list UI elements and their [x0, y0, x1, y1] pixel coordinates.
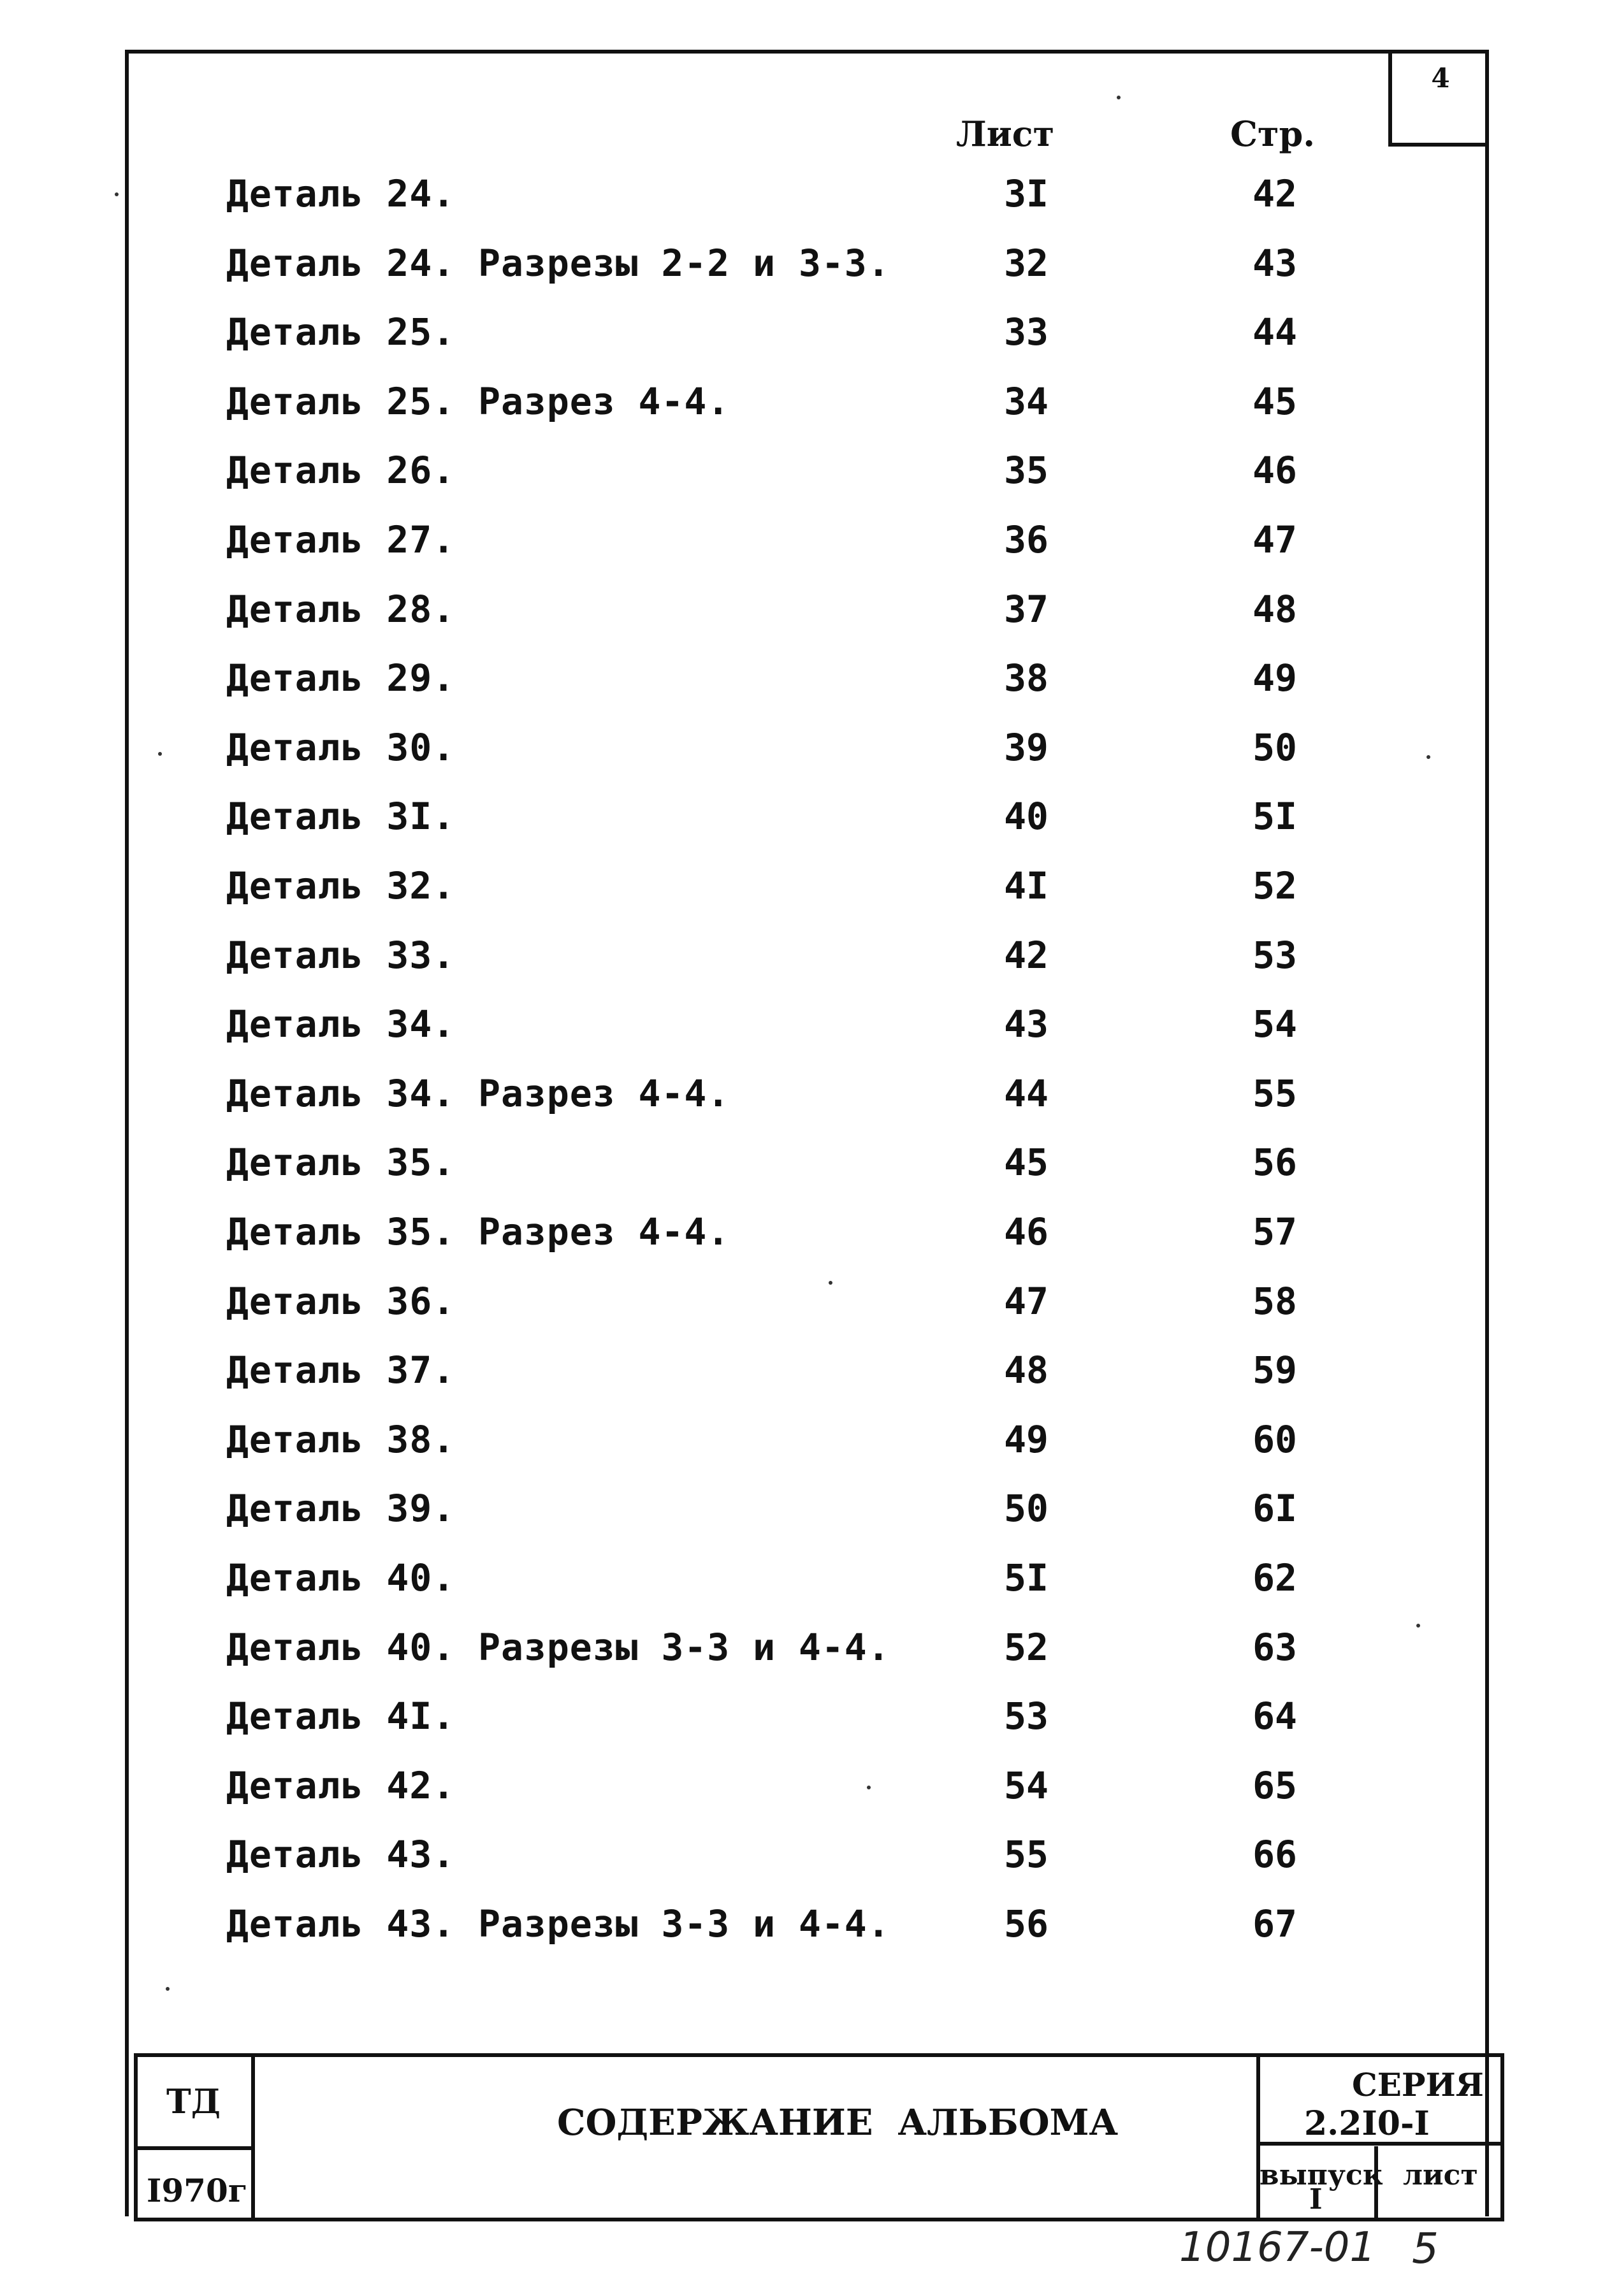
item-sheet-number: 36: [1004, 518, 1049, 561]
handwritten-doc-number: 10167-01: [1179, 2224, 1376, 2271]
issue-label: выпуск: [1260, 2159, 1383, 2191]
list-item: [0, 726, 1619, 783]
list-item: [0, 172, 1619, 229]
list-item: [0, 1764, 1619, 1821]
sheet-label: лист: [1403, 2159, 1478, 2191]
list-item: [0, 1072, 1619, 1129]
page-number: 4: [1431, 62, 1450, 94]
item-title: Деталь 28.: [226, 587, 456, 631]
item-sheet-number: 32: [1004, 241, 1049, 285]
item-page-number: 45: [1252, 379, 1297, 423]
item-title: Деталь 3I.: [226, 795, 456, 839]
item-page-number: 59: [1252, 1348, 1297, 1392]
item-title: Деталь 26.: [226, 449, 456, 493]
item-page-number: 49: [1252, 656, 1297, 700]
list-item: [0, 1210, 1619, 1267]
item-page-number: 64: [1252, 1694, 1297, 1738]
item-title: Деталь 30.: [226, 725, 456, 769]
list-item: [0, 1418, 1619, 1475]
scan-speck: [115, 192, 119, 196]
item-sheet-number: 55: [1004, 1833, 1049, 1877]
item-title: Деталь 34. Разрез 4-4.: [226, 1071, 730, 1115]
item-page-number: 57: [1252, 1210, 1297, 1253]
list-item: [0, 380, 1619, 437]
item-title: Деталь 42.: [226, 1763, 456, 1807]
list-item: [0, 1280, 1619, 1337]
list-item: [0, 1348, 1619, 1406]
item-title: Деталь 35.: [226, 1141, 456, 1185]
item-page-number: 5I: [1252, 795, 1297, 839]
scan-speck: [1427, 755, 1430, 759]
list-item: [0, 310, 1619, 368]
list-item: [0, 449, 1619, 506]
item-sheet-number: 45: [1004, 1141, 1049, 1185]
item-page-number: 67: [1252, 1902, 1297, 1946]
item-title: Деталь 39.: [226, 1487, 456, 1531]
item-sheet-number: 48: [1004, 1348, 1049, 1392]
list-item: [0, 1694, 1619, 1752]
item-title: Деталь 40.: [226, 1556, 456, 1599]
year: I970г: [147, 2172, 248, 2209]
item-page-number: 66: [1252, 1833, 1297, 1877]
item-sheet-number: 44: [1004, 1071, 1049, 1115]
item-title: Деталь 27.: [226, 518, 456, 561]
item-title: Деталь 29.: [226, 656, 456, 700]
item-page-number: 53: [1252, 933, 1297, 977]
list-item: [0, 1626, 1619, 1683]
item-sheet-number: 37: [1004, 587, 1049, 631]
item-title: Деталь 25.: [226, 310, 456, 354]
list-item: [0, 1833, 1619, 1890]
item-title: Деталь 33.: [226, 933, 456, 977]
item-title: Деталь 40. Разрезы 3-3 и 4-4.: [226, 1625, 890, 1669]
item-page-number: 56: [1252, 1141, 1297, 1185]
column-header-sheet: Лист: [956, 113, 1055, 154]
item-sheet-number: 42: [1004, 933, 1049, 977]
list-item: [0, 1556, 1619, 1614]
list-item: [0, 588, 1619, 645]
item-sheet-number: 33: [1004, 310, 1049, 354]
item-sheet-number: 38: [1004, 656, 1049, 700]
item-title: Деталь 24.: [226, 172, 456, 215]
item-sheet-number: 39: [1004, 725, 1049, 769]
scan-speck: [1117, 96, 1121, 99]
item-page-number: 52: [1252, 864, 1297, 907]
list-item: [0, 864, 1619, 921]
org-code: ТД: [166, 2083, 221, 2121]
item-page-number: 6I: [1252, 1487, 1297, 1531]
item-title: Деталь 24. Разрезы 2-2 и 3-3.: [226, 241, 890, 285]
handwritten-sheet-number: 5: [1412, 2224, 1439, 2273]
document-frame: [125, 50, 1489, 2216]
title-block: [134, 2053, 1504, 2221]
item-page-number: 63: [1252, 1625, 1297, 1669]
item-title: Деталь 37.: [226, 1348, 456, 1392]
series-label: СЕРИЯ: [1352, 2066, 1484, 2104]
item-sheet-number: 50: [1004, 1487, 1049, 1531]
item-page-number: 54: [1252, 1002, 1297, 1046]
series-value: 2.2I0-I: [1304, 2104, 1430, 2143]
item-page-number: 65: [1252, 1763, 1297, 1807]
item-page-number: 50: [1252, 725, 1297, 769]
list-item: [0, 795, 1619, 852]
item-title: Деталь 25. Разрез 4-4.: [226, 379, 730, 423]
item-title: Деталь 38.: [226, 1417, 456, 1461]
list-item: [0, 934, 1619, 991]
item-page-number: 44: [1252, 310, 1297, 354]
item-sheet-number: 53: [1004, 1694, 1049, 1738]
item-page-number: 58: [1252, 1279, 1297, 1323]
item-title: Деталь 4I.: [226, 1694, 456, 1738]
item-sheet-number: 47: [1004, 1279, 1049, 1323]
item-title: Деталь 43. Разрезы 3-3 и 4-4.: [226, 1902, 890, 1946]
document-title: СОДЕРЖАНИЕ АЛЬБОМА: [557, 2102, 1119, 2144]
list-item: [0, 242, 1619, 299]
scan-speck: [1416, 1624, 1420, 1628]
scan-speck: [867, 1786, 871, 1789]
item-sheet-number: 5I: [1004, 1556, 1049, 1599]
item-page-number: 43: [1252, 241, 1297, 285]
item-title: Деталь 36.: [226, 1279, 456, 1323]
item-page-number: 46: [1252, 449, 1297, 493]
list-item: [0, 1002, 1619, 1060]
item-sheet-number: 49: [1004, 1417, 1049, 1461]
scan-speck: [829, 1281, 832, 1285]
scan-speck: [158, 752, 162, 756]
item-page-number: 47: [1252, 518, 1297, 561]
list-item: [0, 1487, 1619, 1544]
scan-speck: [166, 1987, 170, 1991]
column-header-page: Стр.: [1230, 113, 1315, 154]
item-sheet-number: 34: [1004, 379, 1049, 423]
item-title: Деталь 43.: [226, 1833, 456, 1877]
item-sheet-number: 54: [1004, 1763, 1049, 1807]
item-sheet-number: 46: [1004, 1210, 1049, 1253]
item-page-number: 48: [1252, 587, 1297, 631]
item-sheet-number: 4I: [1004, 864, 1049, 907]
page-number-box: [1388, 50, 1489, 147]
item-sheet-number: 56: [1004, 1902, 1049, 1946]
item-page-number: 42: [1252, 172, 1297, 215]
list-item: [0, 1902, 1619, 1960]
item-title: Деталь 35. Разрез 4-4.: [226, 1210, 730, 1253]
item-sheet-number: 52: [1004, 1625, 1049, 1669]
item-sheet-number: 3I: [1004, 172, 1049, 215]
item-sheet-number: 35: [1004, 449, 1049, 493]
list-item: [0, 1141, 1619, 1198]
item-title: Деталь 34.: [226, 1002, 456, 1046]
item-sheet-number: 40: [1004, 795, 1049, 839]
item-page-number: 55: [1252, 1071, 1297, 1115]
item-sheet-number: 43: [1004, 1002, 1049, 1046]
list-item: [0, 656, 1619, 714]
list-item: [0, 518, 1619, 575]
item-page-number: 60: [1252, 1417, 1297, 1461]
item-page-number: 62: [1252, 1556, 1297, 1599]
item-title: Деталь 32.: [226, 864, 456, 907]
issue-value: I: [1309, 2183, 1323, 2216]
